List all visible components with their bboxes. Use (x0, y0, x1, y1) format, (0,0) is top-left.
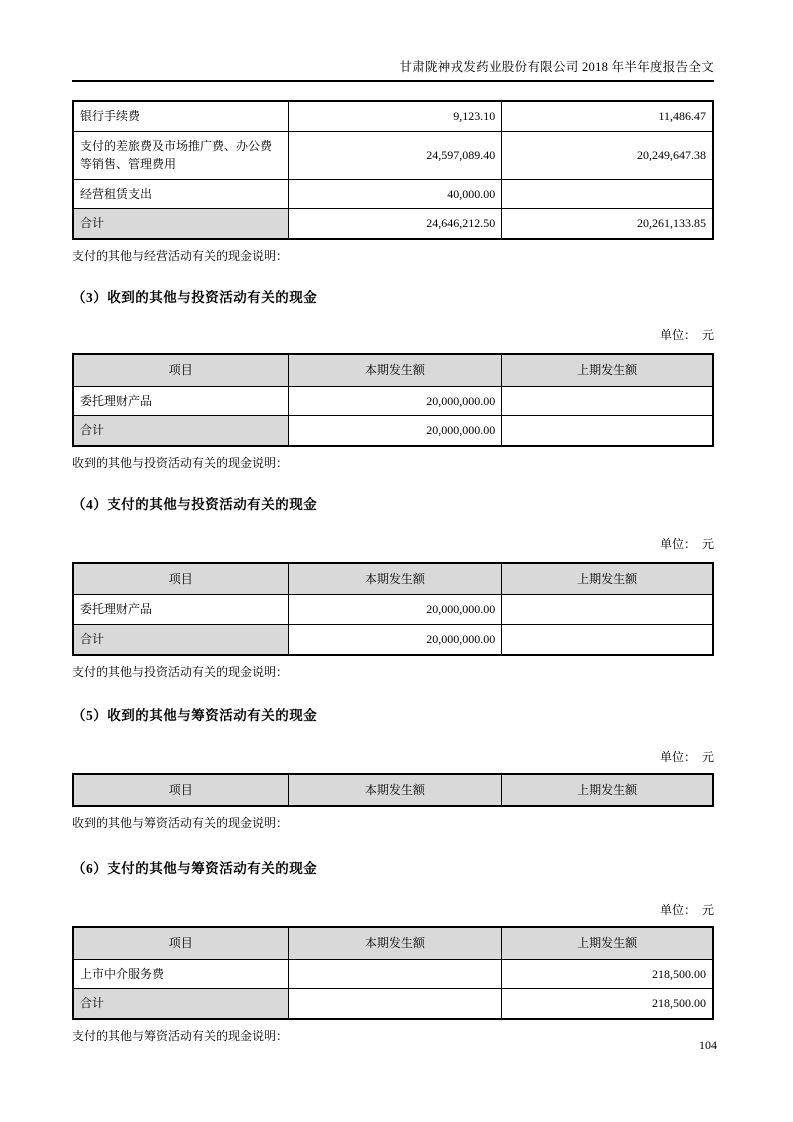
column-header-item: 项目 (73, 563, 288, 595)
table-row (73, 386, 713, 416)
total-row (73, 624, 713, 654)
prior-amount-cell (502, 595, 713, 625)
unit-label: 单位： 元 (659, 903, 714, 918)
investing-payments-table (72, 562, 714, 656)
unit-label: 单位： 元 (659, 327, 714, 342)
prior-amount-cell (502, 416, 713, 446)
item-cell: 支付的差旅费及市场推广费、办公费等销售、管理费用 (73, 131, 288, 179)
financing-payments-table (72, 926, 714, 1020)
total-label-cell: 合计 (73, 624, 288, 654)
prior-amount-cell (502, 624, 713, 654)
operating-payments-table (72, 100, 714, 240)
note-text: 支付的其他与筹资活动有关的现金说明： (72, 1028, 289, 1043)
page-number: 104 (699, 1038, 717, 1052)
table-row (73, 179, 713, 209)
table-header-row (73, 354, 713, 386)
financing-receipts-table (72, 773, 714, 808)
prior-amount-cell: 218,500.00 (502, 959, 713, 989)
prior-amount-cell: 11,486.47 (502, 101, 713, 131)
table-row (73, 595, 713, 625)
current-amount-cell: 9,123.10 (288, 101, 502, 131)
current-amount-cell: 20,000,000.00 (288, 416, 502, 446)
section-heading-5: （5）收到的其他与筹资活动有关的现金 (72, 707, 318, 723)
total-row (73, 989, 713, 1019)
note-text: 支付的其他与投资活动有关的现金说明： (72, 664, 289, 679)
note-text: 支付的其他与经营活动有关的现金说明： (72, 248, 289, 263)
column-header-prior: 上期发生额 (502, 927, 713, 959)
prior-amount-cell: 218,500.00 (502, 989, 713, 1019)
table-header-row (73, 563, 713, 595)
doc-header-title: 甘肃陇神戎发药业股份有限公司 2018 年半年度报告全文 (399, 60, 714, 74)
item-cell: 委托理财产品 (73, 595, 288, 625)
current-amount-cell: 20,000,000.00 (288, 386, 502, 416)
total-label-cell: 合计 (73, 989, 288, 1019)
column-header-item: 项目 (73, 774, 288, 807)
column-header-current: 本期发生额 (288, 774, 502, 807)
column-header-item: 项目 (73, 927, 288, 959)
current-amount-cell: 20,000,000.00 (288, 624, 502, 654)
prior-amount-cell: 20,249,647.38 (502, 131, 713, 179)
current-amount-cell (288, 959, 502, 989)
unit-label: 单位： 元 (659, 536, 714, 551)
item-cell: 委托理财产品 (73, 386, 288, 416)
current-amount-cell: 24,646,212.50 (288, 209, 502, 239)
prior-amount-cell (502, 386, 713, 416)
column-header-current: 本期发生额 (288, 354, 502, 386)
total-label-cell: 合计 (73, 416, 288, 446)
prior-amount-cell (502, 179, 713, 209)
table-header-row (73, 927, 713, 959)
prior-amount-cell: 20,261,133.85 (502, 209, 713, 239)
total-label-cell: 合计 (73, 209, 288, 239)
column-header-prior: 上期发生额 (502, 354, 713, 386)
note-text: 收到的其他与筹资活动有关的现金说明： (72, 816, 289, 831)
investing-receipts-table (72, 353, 714, 447)
section-heading-4: （4）支付的其他与投资活动有关的现金 (72, 496, 318, 512)
current-amount-cell: 24,597,089.40 (288, 131, 502, 179)
item-cell: 经营租赁支出 (73, 179, 288, 209)
current-amount-cell (288, 989, 502, 1019)
table-row (73, 959, 713, 989)
column-header-current: 本期发生额 (288, 927, 502, 959)
item-cell: 银行手续费 (73, 101, 288, 131)
table-row (73, 101, 713, 131)
section-heading-6: （6）支付的其他与筹资活动有关的现金 (72, 861, 318, 877)
column-header-prior: 上期发生额 (502, 563, 713, 595)
table-header-row (73, 774, 713, 807)
column-header-current: 本期发生额 (288, 563, 502, 595)
header-rule (72, 80, 714, 82)
current-amount-cell: 20,000,000.00 (288, 595, 502, 625)
note-text: 收到的其他与投资活动有关的现金说明： (72, 455, 289, 470)
total-row (73, 209, 713, 239)
column-header-item: 项目 (73, 354, 288, 386)
item-cell: 上市中介服务费 (73, 959, 288, 989)
current-amount-cell: 40,000.00 (288, 179, 502, 209)
column-header-prior: 上期发生额 (502, 774, 713, 807)
unit-label: 单位： 元 (659, 749, 714, 764)
total-row (73, 416, 713, 446)
table-row (73, 131, 713, 179)
section-heading-3: （3）收到的其他与投资活动有关的现金 (72, 289, 318, 305)
